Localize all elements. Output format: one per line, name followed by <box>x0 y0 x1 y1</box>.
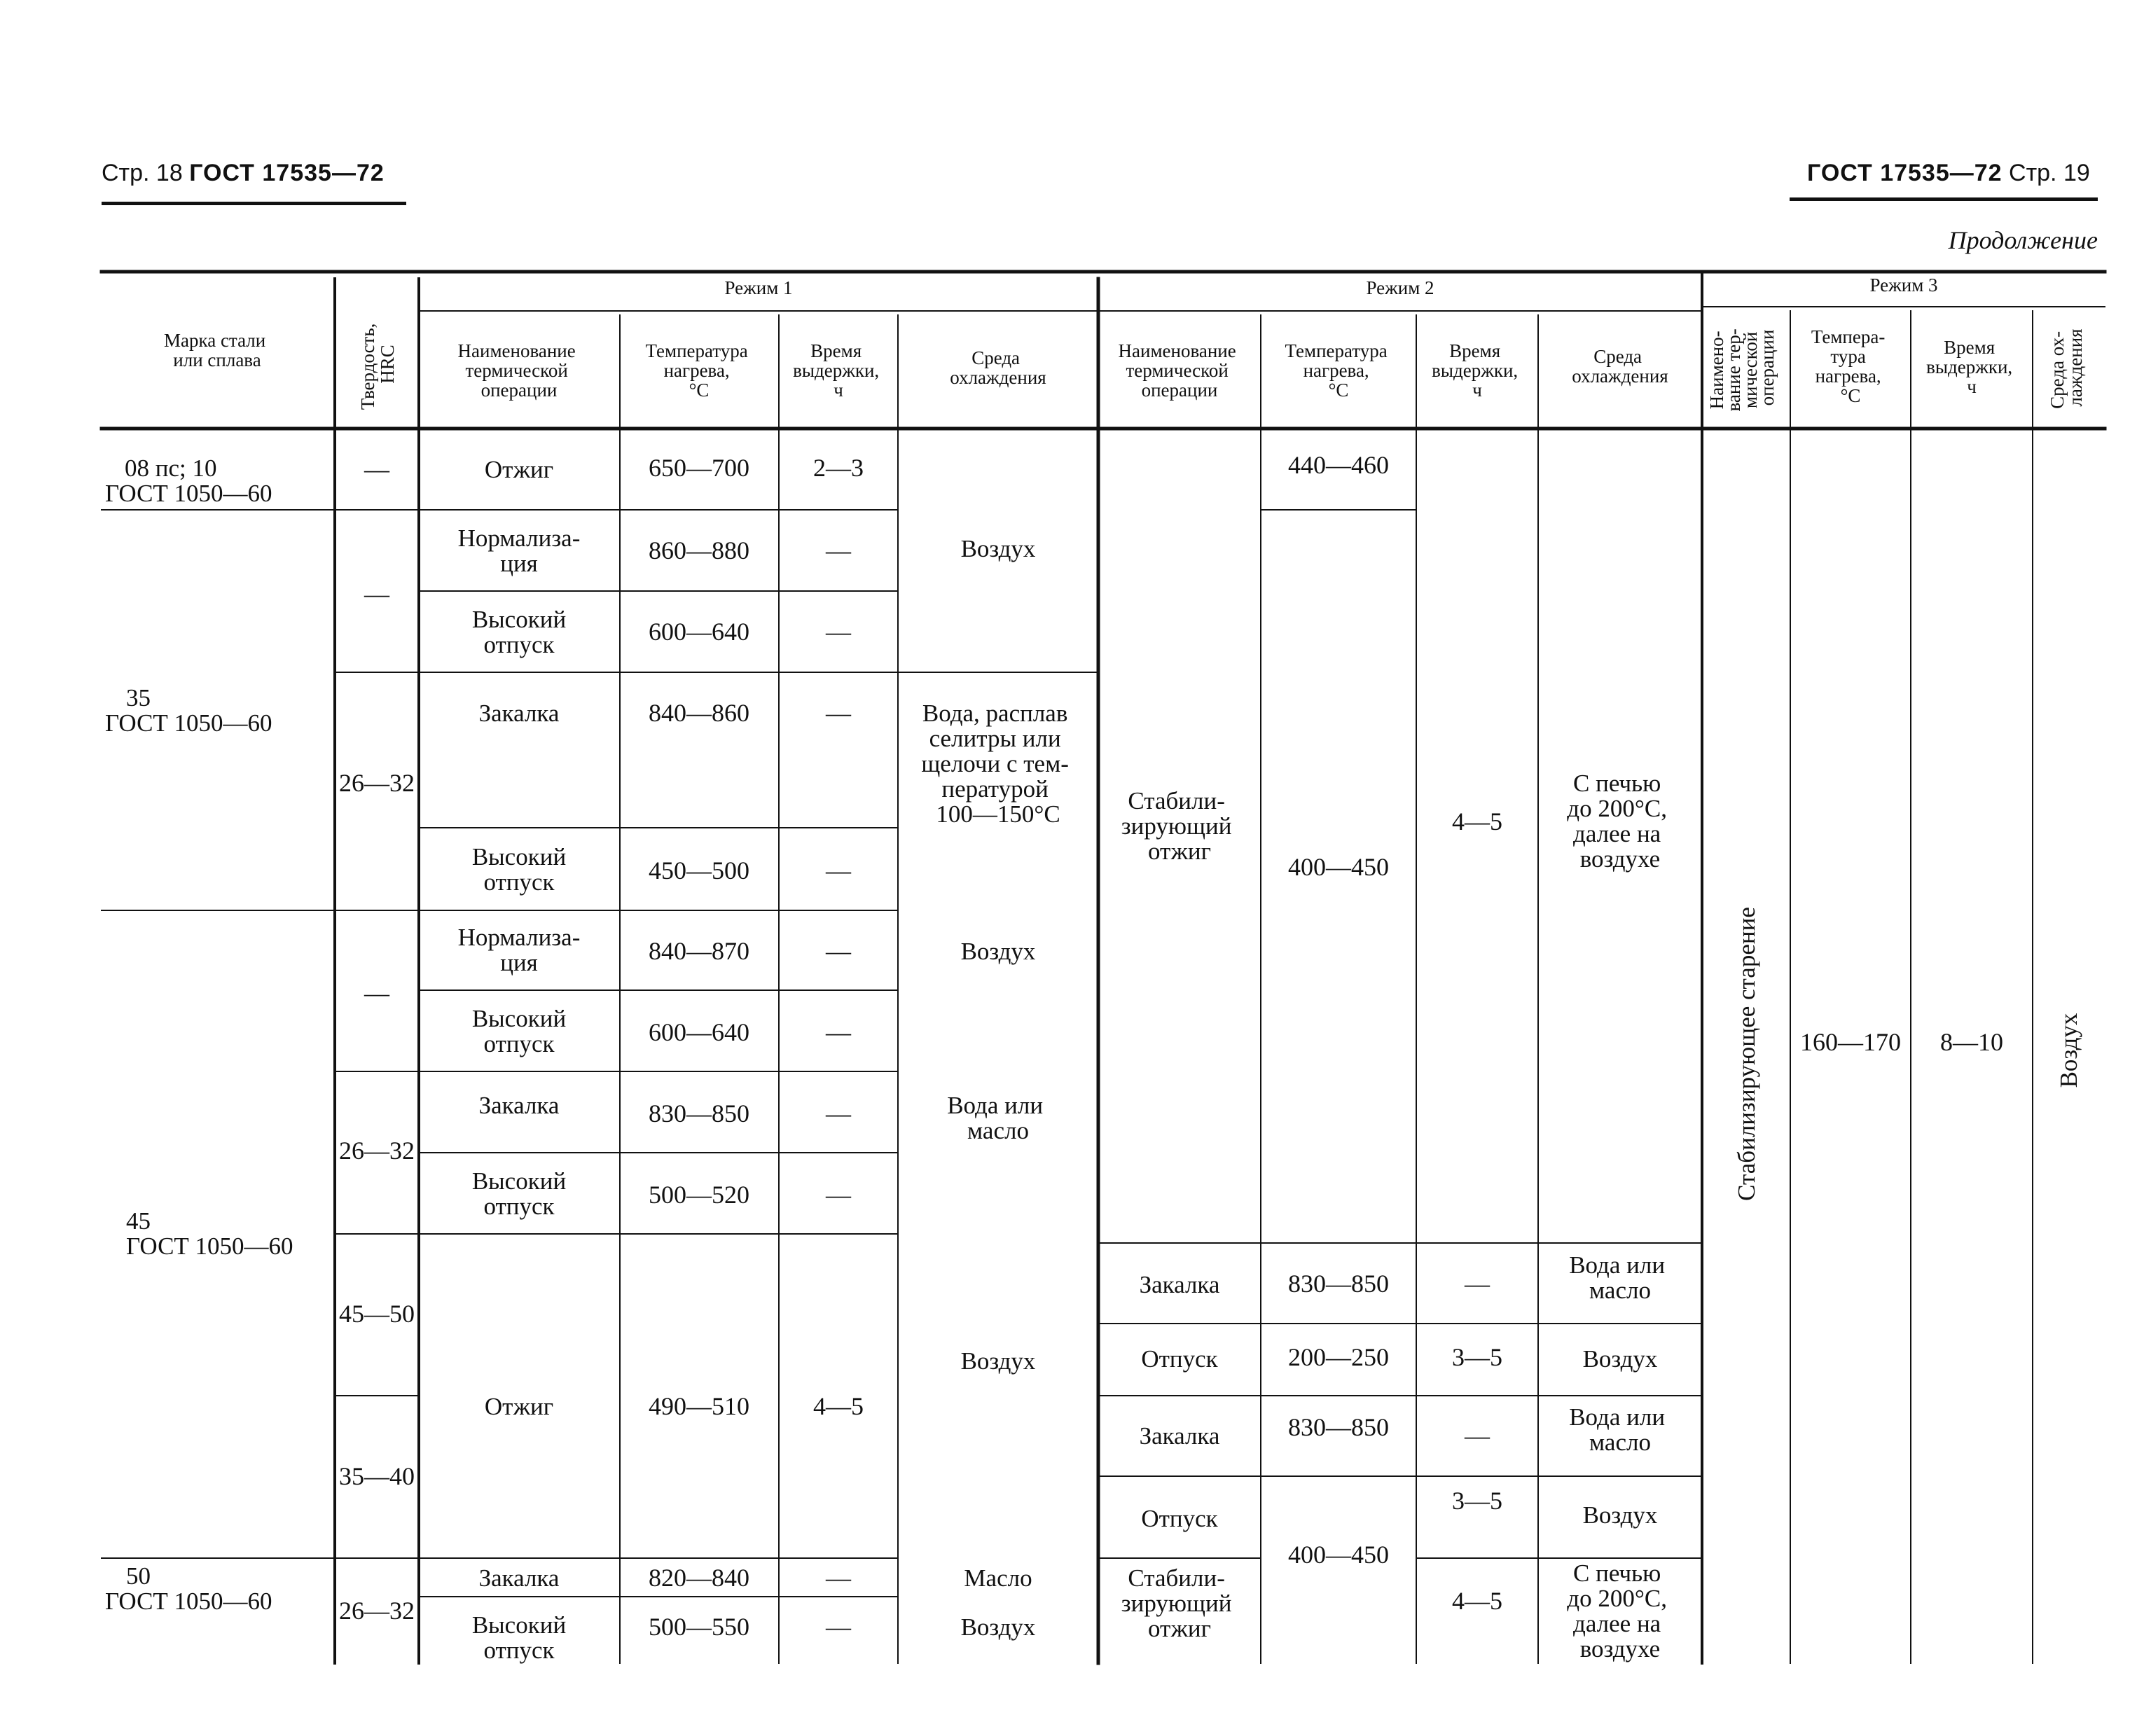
mode2-hold-time: — <box>1465 1422 1490 1450</box>
mode1-hold-time: — <box>826 856 851 884</box>
mode2-hold-time: 3—5 <box>1452 1487 1502 1515</box>
header-mode3-cooling: Среда ох- лаждения <box>2047 328 2086 409</box>
header-mode1-temperature: Температура нагрева, °С <box>645 340 748 401</box>
header-mode2-cooling: Среда охлаждения <box>1572 346 1668 387</box>
header-mode3-hold-time: Время выдержки, ч <box>1926 337 2013 397</box>
mode1-temperature: 500—520 <box>649 1181 749 1209</box>
left-page-number: Стр. 18 <box>102 160 183 186</box>
mode2-operation-column <box>1121 787 1238 1642</box>
mode2-temperature: 440—460 <box>1288 451 1389 479</box>
mode1-temperature: 600—640 <box>649 1018 749 1046</box>
hardness-cell: 26—32 <box>339 769 415 797</box>
mode1-cooling: Воздух <box>960 1347 1036 1375</box>
hardness-cell: — <box>364 979 389 1007</box>
left-document-number: ГОСТ 17535—72 <box>189 160 385 186</box>
hardness-cell: 35—40 <box>339 1462 415 1490</box>
mode2-hold-time: — <box>1465 1270 1490 1298</box>
mode1-operation: Высокий отпуск <box>471 1167 567 1220</box>
mode1-hold-time: — <box>826 937 851 965</box>
continuation-label: Продолжение <box>1948 226 2098 254</box>
table-lines <box>102 272 2105 1663</box>
mode1-operation: Закалка <box>478 1092 560 1119</box>
hardness-cell: — <box>364 455 389 483</box>
mode2-temperature: 200—250 <box>1288 1343 1389 1371</box>
mode1-hold-time: — <box>826 618 851 646</box>
mode1-temperature: 840—860 <box>649 699 749 727</box>
mode1-operation: Отжиг <box>484 1393 554 1420</box>
mode1-operation: Высокий отпуск <box>471 1611 567 1664</box>
mode1-hold-time: — <box>826 536 851 564</box>
mode2-cooling: Воздух <box>1582 1501 1658 1529</box>
mode1-temperature: 500—550 <box>649 1613 749 1641</box>
mode3-columns <box>1733 907 2082 1201</box>
mode1-temperature-column <box>649 454 749 1641</box>
mode1-hold-time: 2—3 <box>813 454 864 482</box>
mode1-operation: Высокий отпуск <box>471 1005 567 1057</box>
mode2-cooling: С печью до 200°С, далее на воздухе <box>1567 1560 1667 1662</box>
header-steel-grade: Марка стали или сплава <box>164 330 266 370</box>
mode2-temperature: 400—450 <box>1288 853 1389 881</box>
mode1-cooling: Воздух <box>960 938 1036 965</box>
mode1-operation-column <box>458 456 581 1664</box>
mode1-temperature: 450—500 <box>649 856 749 884</box>
mode2-operation: Закалка <box>1139 1271 1220 1298</box>
mode1-operation: Закалка <box>478 1564 560 1592</box>
mode1-operation: Нормализа-ция <box>457 924 581 976</box>
header-mode2: Режим 2 <box>1366 277 1434 298</box>
header-mode3-temperature: Темпера- тура нагрева, °С <box>1811 326 1886 406</box>
mode2-cooling: Вода или масло <box>1569 1403 1666 1456</box>
mode1-cooling-column <box>921 535 1074 1641</box>
mode2-operation: Отпуск <box>1141 1505 1218 1532</box>
mode1-temperature: 820—840 <box>649 1564 749 1592</box>
header-mode1: Режим 1 <box>724 277 793 298</box>
mode1-hold-time: — <box>826 1181 851 1209</box>
mode1-temperature: 650—700 <box>649 454 749 482</box>
mode1-hold-time: — <box>826 1564 851 1592</box>
right-document-number: ГОСТ 17535—72 <box>1807 160 2003 186</box>
mode2-operation: Стабили- зирующий отжиг <box>1121 787 1232 865</box>
mode3-temperature: 160—170 <box>1800 1028 1901 1056</box>
steel-grade-column <box>105 454 293 1615</box>
mode2-hold-time-column <box>1452 807 1502 1615</box>
mode3-cooling: Воздух <box>2055 1013 2082 1088</box>
mode2-cooling: Воздух <box>1582 1345 1658 1373</box>
mode1-hold-time: 4—5 <box>813 1392 864 1420</box>
mode2-cooling-column <box>1567 770 1673 1662</box>
header-hardness: Твердость, HRC <box>357 323 398 410</box>
mode2-temperature-column <box>1288 451 1389 1569</box>
header-mode2-temperature: Температура нагрева, °С <box>1285 340 1388 401</box>
hardness-cell: 26—32 <box>339 1137 415 1165</box>
grade-08-10: 08 пс; 10 ГОСТ 1050—60 <box>105 454 272 507</box>
hardness-column <box>339 455 415 1625</box>
mode2-cooling: Вода или масло <box>1569 1251 1666 1304</box>
mode1-hold-time: — <box>826 1099 851 1127</box>
mode2-hold-time: 4—5 <box>1452 807 1502 835</box>
mode1-hold-time: — <box>826 1018 851 1046</box>
mode1-hold-time-column <box>813 454 864 1641</box>
mode2-temperature: 830—850 <box>1288 1413 1389 1441</box>
mode1-temperature: 860—880 <box>649 536 749 564</box>
mode1-hold-time: — <box>826 699 851 727</box>
header-mode3: Режим 3 <box>1869 275 1938 296</box>
mode3-hold-time: 8—10 <box>1940 1028 2003 1056</box>
mode1-cooling: Воздух <box>960 1613 1036 1641</box>
mode1-cooling: Воздух <box>960 535 1036 562</box>
mode1-temperature: 600—640 <box>649 618 749 646</box>
mode1-temperature: 830—850 <box>649 1099 749 1127</box>
mode2-hold-time: 4—5 <box>1452 1587 1502 1615</box>
column-headers <box>164 275 2086 412</box>
header-mode1-cooling: Среда охлаждения <box>950 347 1046 388</box>
mode1-operation: Высокий отпуск <box>471 843 567 896</box>
mode1-cooling: Вода, расплав селитры или щелочи с тем- пературой 100—150°С <box>921 700 1069 828</box>
mode1-operation: Отжиг <box>484 456 554 483</box>
hardness-cell: 26—32 <box>339 1597 415 1625</box>
mode1-operation: Нормализа-ция <box>457 525 581 577</box>
header-mode1-hold-time: Время выдержки, ч <box>793 340 880 401</box>
header-mode1-operation: Наименование термической операции <box>457 340 576 401</box>
header-mode2-operation: Наименование термической операции <box>1118 340 1236 401</box>
grade-35: 35 ГОСТ 1050—60 <box>105 684 272 737</box>
mode2-temperature: 400—450 <box>1288 1541 1389 1569</box>
mode2-hold-time: 3—5 <box>1452 1343 1502 1371</box>
header-mode3-operation: Наимено- вание тер- мической операции <box>1706 328 1778 412</box>
grade-50: 50 ГОСТ 1050—60 <box>105 1562 272 1615</box>
mode2-cooling: С печью до 200°С, далее на воздухе <box>1567 770 1667 873</box>
mode1-temperature: 490—510 <box>649 1392 749 1420</box>
grade-45: 45 ГОСТ 1050—60 <box>126 1207 293 1260</box>
hardness-cell: — <box>364 580 389 608</box>
header-mode2-hold-time: Время выдержки, ч <box>1432 340 1519 401</box>
mode2-temperature: 830—850 <box>1288 1270 1389 1298</box>
hardness-cell: 45—50 <box>339 1300 415 1328</box>
mode1-operation: Закалка <box>478 700 560 727</box>
mode2-operation: Отпуск <box>1141 1345 1218 1373</box>
mode1-cooling: Вода или масло <box>947 1092 1044 1144</box>
mode3-operation: Стабилизирующее старение <box>1733 907 1760 1201</box>
right-page-number: Стр. 19 <box>2009 160 2090 186</box>
mode1-operation: Высокий отпуск <box>471 606 567 658</box>
mode2-operation: Закалка <box>1139 1422 1220 1450</box>
mode1-temperature: 840—870 <box>649 937 749 965</box>
mode1-hold-time: — <box>826 1613 851 1641</box>
mode2-operation: Стабили- зирующий отжиг <box>1121 1564 1232 1642</box>
mode1-cooling: Масло <box>964 1564 1032 1592</box>
